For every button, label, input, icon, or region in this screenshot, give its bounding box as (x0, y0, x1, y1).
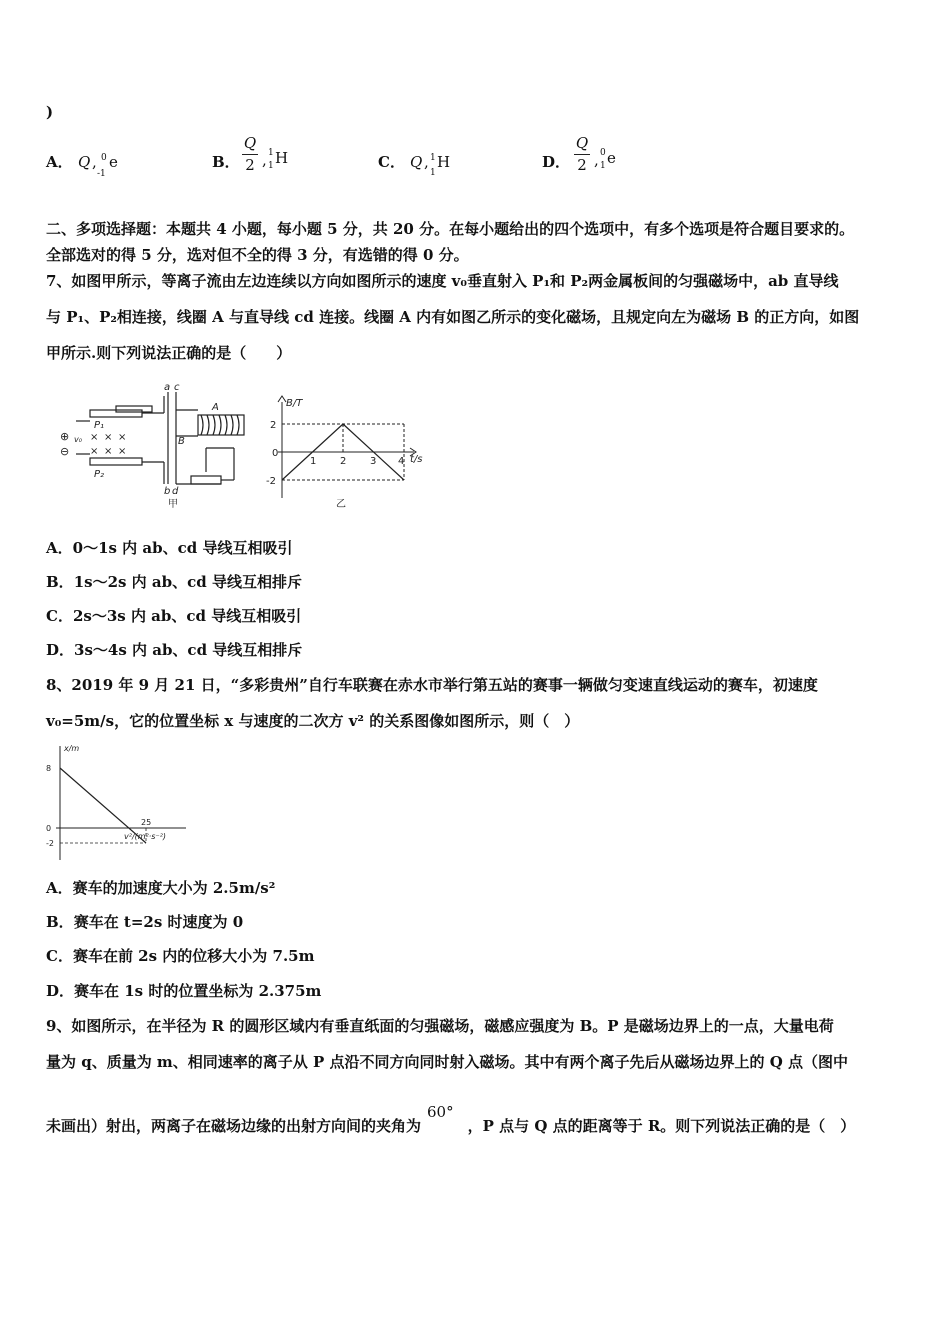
label-d: d (172, 486, 179, 497)
q6-option-d-nuc-top: 0 (600, 148, 606, 158)
label-c: c (174, 382, 180, 393)
q9-stem-line1: 9、如图所示，在半径为 R 的圆形区域内有垂直纸面的匀强磁场，磁感应强度为 B。P 是磁场边界上的一点，大量电荷 (46, 1017, 834, 1035)
svg-text:×: × (104, 446, 113, 457)
q8-ytick: 0 (46, 824, 52, 833)
q7-stem-line2: 与 P₁、P₂相连接，线圈 A 与直导线 cd 连接。线圈 A 内有如图乙所示的变化磁场，且规定向左为磁场 B 的正方向，如图 (46, 308, 860, 326)
q8-x-v2-chart (40, 742, 190, 862)
q8-option-d[interactable]: D．赛车在 1s 时的位置坐标为 2.375m (46, 982, 322, 1000)
yi-ytick-2: 2 (270, 420, 277, 431)
label-p1: P₁ (94, 420, 105, 431)
q6-option-b-fraction: Q 2 (243, 134, 257, 174)
svg-text:×: × (104, 432, 113, 443)
q6-option-a-nuc-symbol: e (109, 153, 118, 171)
label-b-field: B (178, 436, 185, 447)
section2-line1: 二、多项选择题：本题共 4 小题，每小题 5 分，共 20 分。在每小题给出的四个选项中，有多个选项是符合题目要求的。 (46, 220, 855, 238)
q6-option-d-fraction: Q 2 (575, 134, 589, 174)
q6-option-c-nuc-top: 1 (430, 153, 436, 163)
q8-option-a[interactable]: A．赛车的加速度大小为 2.5m/s² (46, 879, 276, 897)
q9-stem-line3: 未画出）射出，两离子在磁场边缘的出射方向间的夹角为60°，P 点与 Q 点的距离等于 R。则下列说法正确的是（ ） (46, 1103, 856, 1135)
label-a: a (164, 382, 171, 393)
q6-option-d-nuc-bottom: 1 (600, 161, 606, 171)
plus-ion: ⊕ (60, 430, 70, 443)
q6-option-b-nuc-top: 1 (268, 148, 274, 158)
fig-caption-jia: 甲 (168, 499, 178, 510)
q9-angle: 60° (427, 1103, 454, 1121)
q7-stem-line1: 7、如图甲所示，等离子流由左边连续以方向如图所示的速度 v₀垂直射入 P₁和 P₂两金属板间的匀强磁场中，ab 直导线 (46, 272, 839, 290)
svg-text:×: × (90, 432, 99, 443)
label-v0: v₀ (74, 435, 82, 444)
svg-text:×: × (118, 432, 127, 443)
q7-figure-yi (264, 394, 436, 512)
label-coil-a: A (212, 402, 219, 413)
label-b: b (164, 486, 171, 497)
section2-line2: 全部选对的得 5 分，选对但不全的得 3 分，有选错的得 0 分。 (46, 246, 469, 264)
q6-option-b-nuc-bottom: 1 (268, 161, 274, 171)
q6-tail: ) (46, 103, 54, 121)
q6-option-d-label: D． (542, 153, 571, 171)
yi-xtick-1: 1 (310, 456, 317, 467)
q8-ytick: 8 (46, 764, 52, 773)
q8-xlabel: v²/(m²·s⁻²) (124, 832, 167, 841)
q7-option-a[interactable]: A．0～1s 内 ab、cd 导线互相吸引 (46, 539, 293, 557)
plate-p2 (90, 458, 142, 465)
q8-ylabel: x/m (64, 744, 80, 753)
yi-xtick-3: 3 (370, 456, 377, 467)
q8-xtick: 25 (141, 818, 152, 827)
q6-option-b-label: B． (212, 153, 240, 171)
label-p2: P₂ (94, 469, 105, 480)
q9-stem-line2: 量为 q、质量为 m、相同速率的离子从 P 点沿不同方向同时射入磁场。其中有两个离子先后从磁场边界上的 Q 点（图中 (46, 1053, 849, 1071)
q6-option-c-label: C． (378, 153, 405, 171)
q6-option-c-nuc-symbol: H (437, 153, 451, 171)
yi-origin: 0 (272, 448, 279, 459)
yi-xtick-2: 2 (340, 456, 347, 467)
q7-stem-line3: 甲所示.则下列说法正确的是（ ） (46, 344, 292, 362)
q8-option-c[interactable]: C．赛车在前 2s 内的位移大小为 7.5m (46, 947, 315, 965)
q6-option-c-var: Q (410, 153, 423, 171)
q8-option-b[interactable]: B．赛车在 t=2s 时速度为 0 (46, 913, 244, 931)
q8-stem-line1: 8、2019 年 9 月 21 日，“多彩贵州”自行车联赛在赤水市举行第五站的赛事一辆做匀变速直线运动的赛车，初速度 (46, 676, 818, 694)
q7-figure-jia (56, 380, 246, 512)
q6-option-a-nuc-bottom: -1 (97, 169, 106, 179)
q7-option-b[interactable]: B．1s～2s 内 ab、cd 导线互相排斥 (46, 573, 302, 591)
q6-option-c-nuc-bottom: 1 (430, 168, 436, 178)
q8-stem-line2: v₀=5m/s，它的位置坐标 x 与速度的二次方 v² 的关系图像如图所示，则（ ） (46, 712, 580, 730)
svg-text:×: × (118, 446, 127, 457)
minus-ion: ⊖ (60, 445, 70, 458)
svg-text:×: × (90, 446, 99, 457)
yi-xtick-4: 4 (398, 456, 405, 467)
q6-option-a-label: A． (46, 153, 73, 171)
yi-ytick-neg2: -2 (266, 476, 276, 487)
q6-option-a-nuc-top: 0 (101, 153, 107, 163)
q6-option-d-nuc-symbol: e (607, 149, 616, 167)
q6-option-b-nuc-symbol: H (275, 149, 289, 167)
q7-option-c[interactable]: C．2s～3s 内 ab、cd 导线互相吸引 (46, 607, 302, 625)
yi-xlabel: t/s (410, 454, 423, 465)
q8-ytick: -2 (46, 839, 54, 848)
q6-option-a-var: Q (78, 153, 91, 171)
yi-ylabel: B/T (286, 398, 303, 409)
q7-option-d[interactable]: D．3s～4s 内 ab、cd 导线互相排斥 (46, 641, 303, 659)
fig-caption-yi: 乙 (336, 499, 346, 510)
